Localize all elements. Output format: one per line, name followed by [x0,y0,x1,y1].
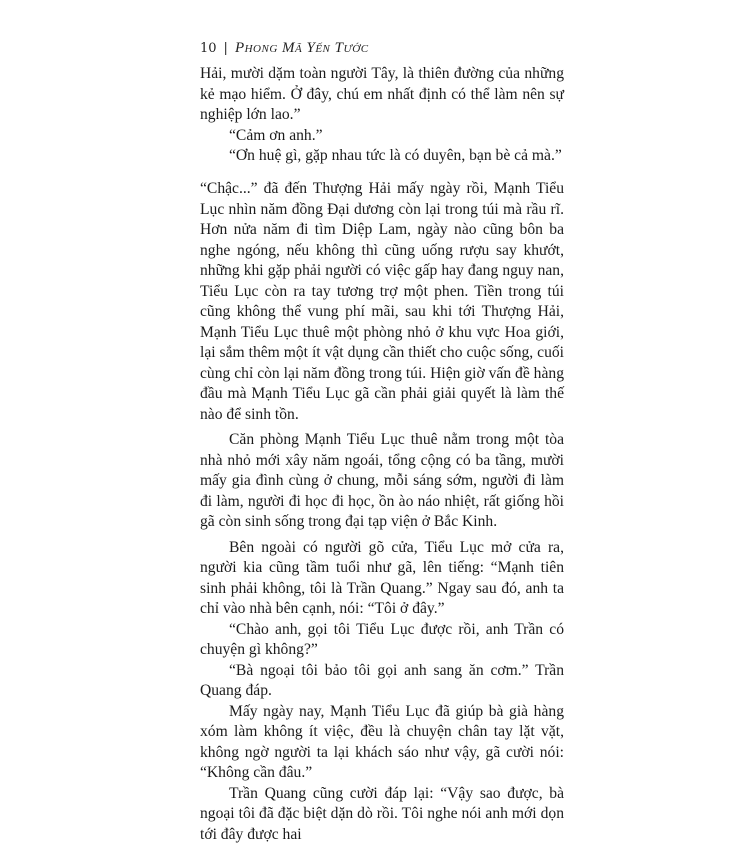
paragraph: “Cảm ơn anh.” [200,126,564,147]
paragraph: Hải, mười dặm toàn người Tây, là thiên đường của những kẻ mạo hiểm. Ở đây, chú em nhất định có thể làm nên sự nghiệp lớn lao.” [200,64,564,126]
running-head [200,40,369,57]
paragraph: Căn phòng Mạnh Tiểu Lục thuê nằm trong một tòa nhà nhỏ mới xây năm ngoái, tổng cộng có ba tầng, mười mấy gia đình cùng ở chung, mỗi sáng sớm, người đi làm đi làm, người đi học đi học, ồn ào náo nhiệt, rất giống hồi gã còn sinh sống trong đại tạp viện ở Bắc Kinh. [200,430,564,533]
paragraph: Mấy ngày nay, Mạnh Tiểu Lục đã giúp bà già hàng xóm làm không ít việc, đều là chuyện chân tay lặt vặt, không ngờ người ta lại khách sáo như vậy, gã cười nói: “Không cần đâu.” [200,702,564,784]
page-number: 10 [200,41,217,56]
book-title: Phong Mã Yến Tước [235,40,369,57]
paragraph: “Bà ngoại tôi bảo tôi gọi anh sang ăn cơm.” Trần Quang đáp. [200,661,564,702]
paragraph: “Chào anh, gọi tôi Tiểu Lục được rồi, anh Trần có chuyện gì không?” [200,620,564,661]
paragraph: “Chậc...” đã đến Thượng Hải mấy ngày rồi, Mạnh Tiểu Lục nhìn năm đồng Đại dương còn lại trong túi mà rầu rĩ. Hơn nửa năm đi tìm Diệp Lam, ngày nào cũng bôn ba nghe ngóng, nếu không thì cũng uống rượu say khướt, những khi gặp phải người có việc gấp hay đang nguy nan, Tiểu Lục còn ra tay tương trợ một phen. Tiền trong túi cũng không thể vung phí mãi, sau khi tới Thượng Hải, Mạnh Tiểu Lục thuê một phòng nhỏ ở khu vực Hoa giới, lại sắm thêm một ít vật dụng cần thiết cho cuộc sống, cuối cùng chỉ còn lại năm đồng trong túi. Hiện giờ vấn đề hàng đầu mà Mạnh Tiểu Lục gã cần phải giải quyết là làm thế nào để sinh tồn. [200,179,564,425]
paragraph: Bên ngoài có người gõ cửa, Tiểu Lục mở cửa ra, người kia cũng tầm tuổi như gã, lên tiếng: “Mạnh tiên sinh phải không, tôi là Trần Quang.” Ngay sau đó, anh ta chỉ vào nhà bên cạnh, nói: “Tôi ở đây.” [200,538,564,620]
text-block-section [200,179,564,845]
running-head-separator: | [224,41,228,56]
paragraph: “Ơn huệ gì, gặp nhau tức là có duyên, bạn bè cả mà.” [200,146,564,167]
paragraph: Trần Quang cũng cười đáp lại: “Vậy sao được, bà ngoại tôi đã đặc biệt dặn dò rồi. Tôi nghe nói anh mới dọn tới đây được hai [200,784,564,845]
text-block-continuation [200,64,564,167]
